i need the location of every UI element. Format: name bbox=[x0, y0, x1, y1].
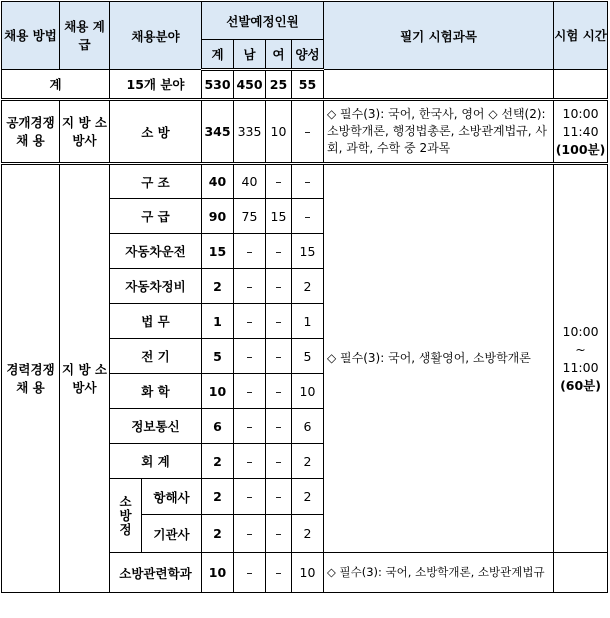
total-gender-neutral: 55 bbox=[292, 70, 324, 100]
open-field: 소 방 bbox=[110, 100, 202, 164]
career-gender-neutral: 15 bbox=[292, 234, 324, 269]
header-subjects: 필기 시험과목 bbox=[324, 2, 554, 70]
career-total: 40 bbox=[202, 164, 234, 199]
career-field: 기관사 bbox=[142, 515, 202, 553]
career-male: 40 bbox=[234, 164, 266, 199]
dept-field: 소방관련학과 bbox=[110, 553, 202, 593]
career-grade: 지 방 소방사 bbox=[60, 164, 110, 593]
dept-male: – bbox=[234, 553, 266, 593]
open-method: 공개경쟁 채 용 bbox=[2, 100, 60, 164]
total-time bbox=[554, 70, 608, 100]
career-total: 2 bbox=[202, 444, 234, 479]
career-male: – bbox=[234, 234, 266, 269]
header-time: 시험 시간 bbox=[554, 2, 608, 70]
career-total: 6 bbox=[202, 409, 234, 444]
open-time-end: 11:40 bbox=[562, 123, 599, 139]
career-total: 5 bbox=[202, 339, 234, 374]
career-male: – bbox=[234, 409, 266, 444]
header-gender-neutral: 양성 bbox=[292, 40, 324, 70]
career-female: – bbox=[266, 374, 292, 409]
career-gender-neutral: 5 bbox=[292, 339, 324, 374]
career-gender-neutral: 1 bbox=[292, 304, 324, 339]
career-male: 75 bbox=[234, 199, 266, 234]
ship-group-label bbox=[110, 479, 142, 553]
dept-total: 10 bbox=[202, 553, 234, 593]
total-male: 450 bbox=[234, 70, 266, 100]
career-time-end: 11:00 bbox=[562, 359, 599, 375]
dept-female: – bbox=[266, 553, 292, 593]
career-field: 법 무 bbox=[110, 304, 202, 339]
career-time-tilde: ~ bbox=[575, 341, 586, 357]
career-total: 90 bbox=[202, 199, 234, 234]
career-male: – bbox=[234, 269, 266, 304]
career-time bbox=[554, 164, 608, 553]
open-time-duration: (100분) bbox=[555, 141, 606, 157]
career-field: 항해사 bbox=[142, 479, 202, 515]
career-total: 15 bbox=[202, 234, 234, 269]
open-male: 335 bbox=[234, 100, 266, 164]
career-male: – bbox=[234, 339, 266, 374]
header-field: 채용분야 bbox=[110, 2, 202, 70]
career-female: – bbox=[266, 515, 292, 553]
header-method: 채용 방법 bbox=[2, 2, 60, 70]
total-label: 계 bbox=[2, 70, 110, 100]
open-female: 10 bbox=[266, 100, 292, 164]
career-gender-neutral: 2 bbox=[292, 515, 324, 553]
career-male: – bbox=[234, 515, 266, 553]
career-gender-neutral: 2 bbox=[292, 479, 324, 515]
career-gender-neutral: 2 bbox=[292, 444, 324, 479]
career-field: 자동차정비 bbox=[110, 269, 202, 304]
career-male: – bbox=[234, 374, 266, 409]
career-female: – bbox=[266, 409, 292, 444]
header-grade: 채용 계급 bbox=[60, 2, 110, 70]
career-female: 15 bbox=[266, 199, 292, 234]
career-gender-neutral: 6 bbox=[292, 409, 324, 444]
career-gender-neutral: 2 bbox=[292, 269, 324, 304]
career-field: 전 기 bbox=[110, 339, 202, 374]
header-total: 계 bbox=[202, 40, 234, 70]
career-female: – bbox=[266, 234, 292, 269]
career-total: 2 bbox=[202, 479, 234, 515]
career-female: – bbox=[266, 479, 292, 515]
career-male: – bbox=[234, 479, 266, 515]
career-female: – bbox=[266, 164, 292, 199]
career-total: 2 bbox=[202, 269, 234, 304]
career-gender-neutral: 10 bbox=[292, 374, 324, 409]
dept-gender-neutral: 10 bbox=[292, 553, 324, 593]
header-female: 여 bbox=[266, 40, 292, 70]
career-time-duration: (60분) bbox=[560, 377, 601, 393]
open-time-start: 10:00 bbox=[562, 105, 599, 121]
career-male: – bbox=[234, 304, 266, 339]
total-count: 530 bbox=[202, 70, 234, 100]
career-field: 정보통신 bbox=[110, 409, 202, 444]
career-row bbox=[2, 164, 608, 199]
open-grade: 지 방 소방사 bbox=[60, 100, 110, 164]
total-subjects bbox=[324, 70, 554, 100]
career-field: 화 학 bbox=[110, 374, 202, 409]
career-field: 구 급 bbox=[110, 199, 202, 234]
career-total: 1 bbox=[202, 304, 234, 339]
total-field: 15개 분야 bbox=[110, 70, 202, 100]
career-method: 경력경쟁 채 용 bbox=[2, 164, 60, 593]
career-female: – bbox=[266, 339, 292, 374]
career-subjects: ◇ 필수(3): 국어, 생활영어, 소방학개론 bbox=[324, 164, 554, 553]
open-time bbox=[554, 100, 608, 164]
dept-subjects: ◇ 필수(3): 국어, 소방학개론, 소방관계법규 bbox=[324, 553, 554, 593]
career-total: 2 bbox=[202, 515, 234, 553]
career-male: – bbox=[234, 444, 266, 479]
career-female: – bbox=[266, 444, 292, 479]
header-planned: 선발예정인원 bbox=[202, 2, 324, 40]
career-female: – bbox=[266, 304, 292, 339]
career-field: 구 조 bbox=[110, 164, 202, 199]
career-field: 자동차운전 bbox=[110, 234, 202, 269]
open-gender-neutral: – bbox=[292, 100, 324, 164]
career-time-start: 10:00 bbox=[562, 323, 599, 339]
career-female: – bbox=[266, 269, 292, 304]
open-total: 345 bbox=[202, 100, 234, 164]
career-field: 회 계 bbox=[110, 444, 202, 479]
total-female: 25 bbox=[266, 70, 292, 100]
ship-group-text: 소 방 정 bbox=[119, 493, 132, 537]
recruitment-table bbox=[1, 1, 608, 593]
open-subjects: ◇ 필수(3): 국어, 한국사, 영어 ◇ 선택(2): 소방학개론, 행정법총론, 소방관계법규, 사회, 과학, 수학 중 2과목 bbox=[324, 100, 554, 164]
career-total: 10 bbox=[202, 374, 234, 409]
header-male: 남 bbox=[234, 40, 266, 70]
career-gender-neutral: – bbox=[292, 199, 324, 234]
career-gender-neutral: – bbox=[292, 164, 324, 199]
dept-time bbox=[554, 553, 608, 593]
